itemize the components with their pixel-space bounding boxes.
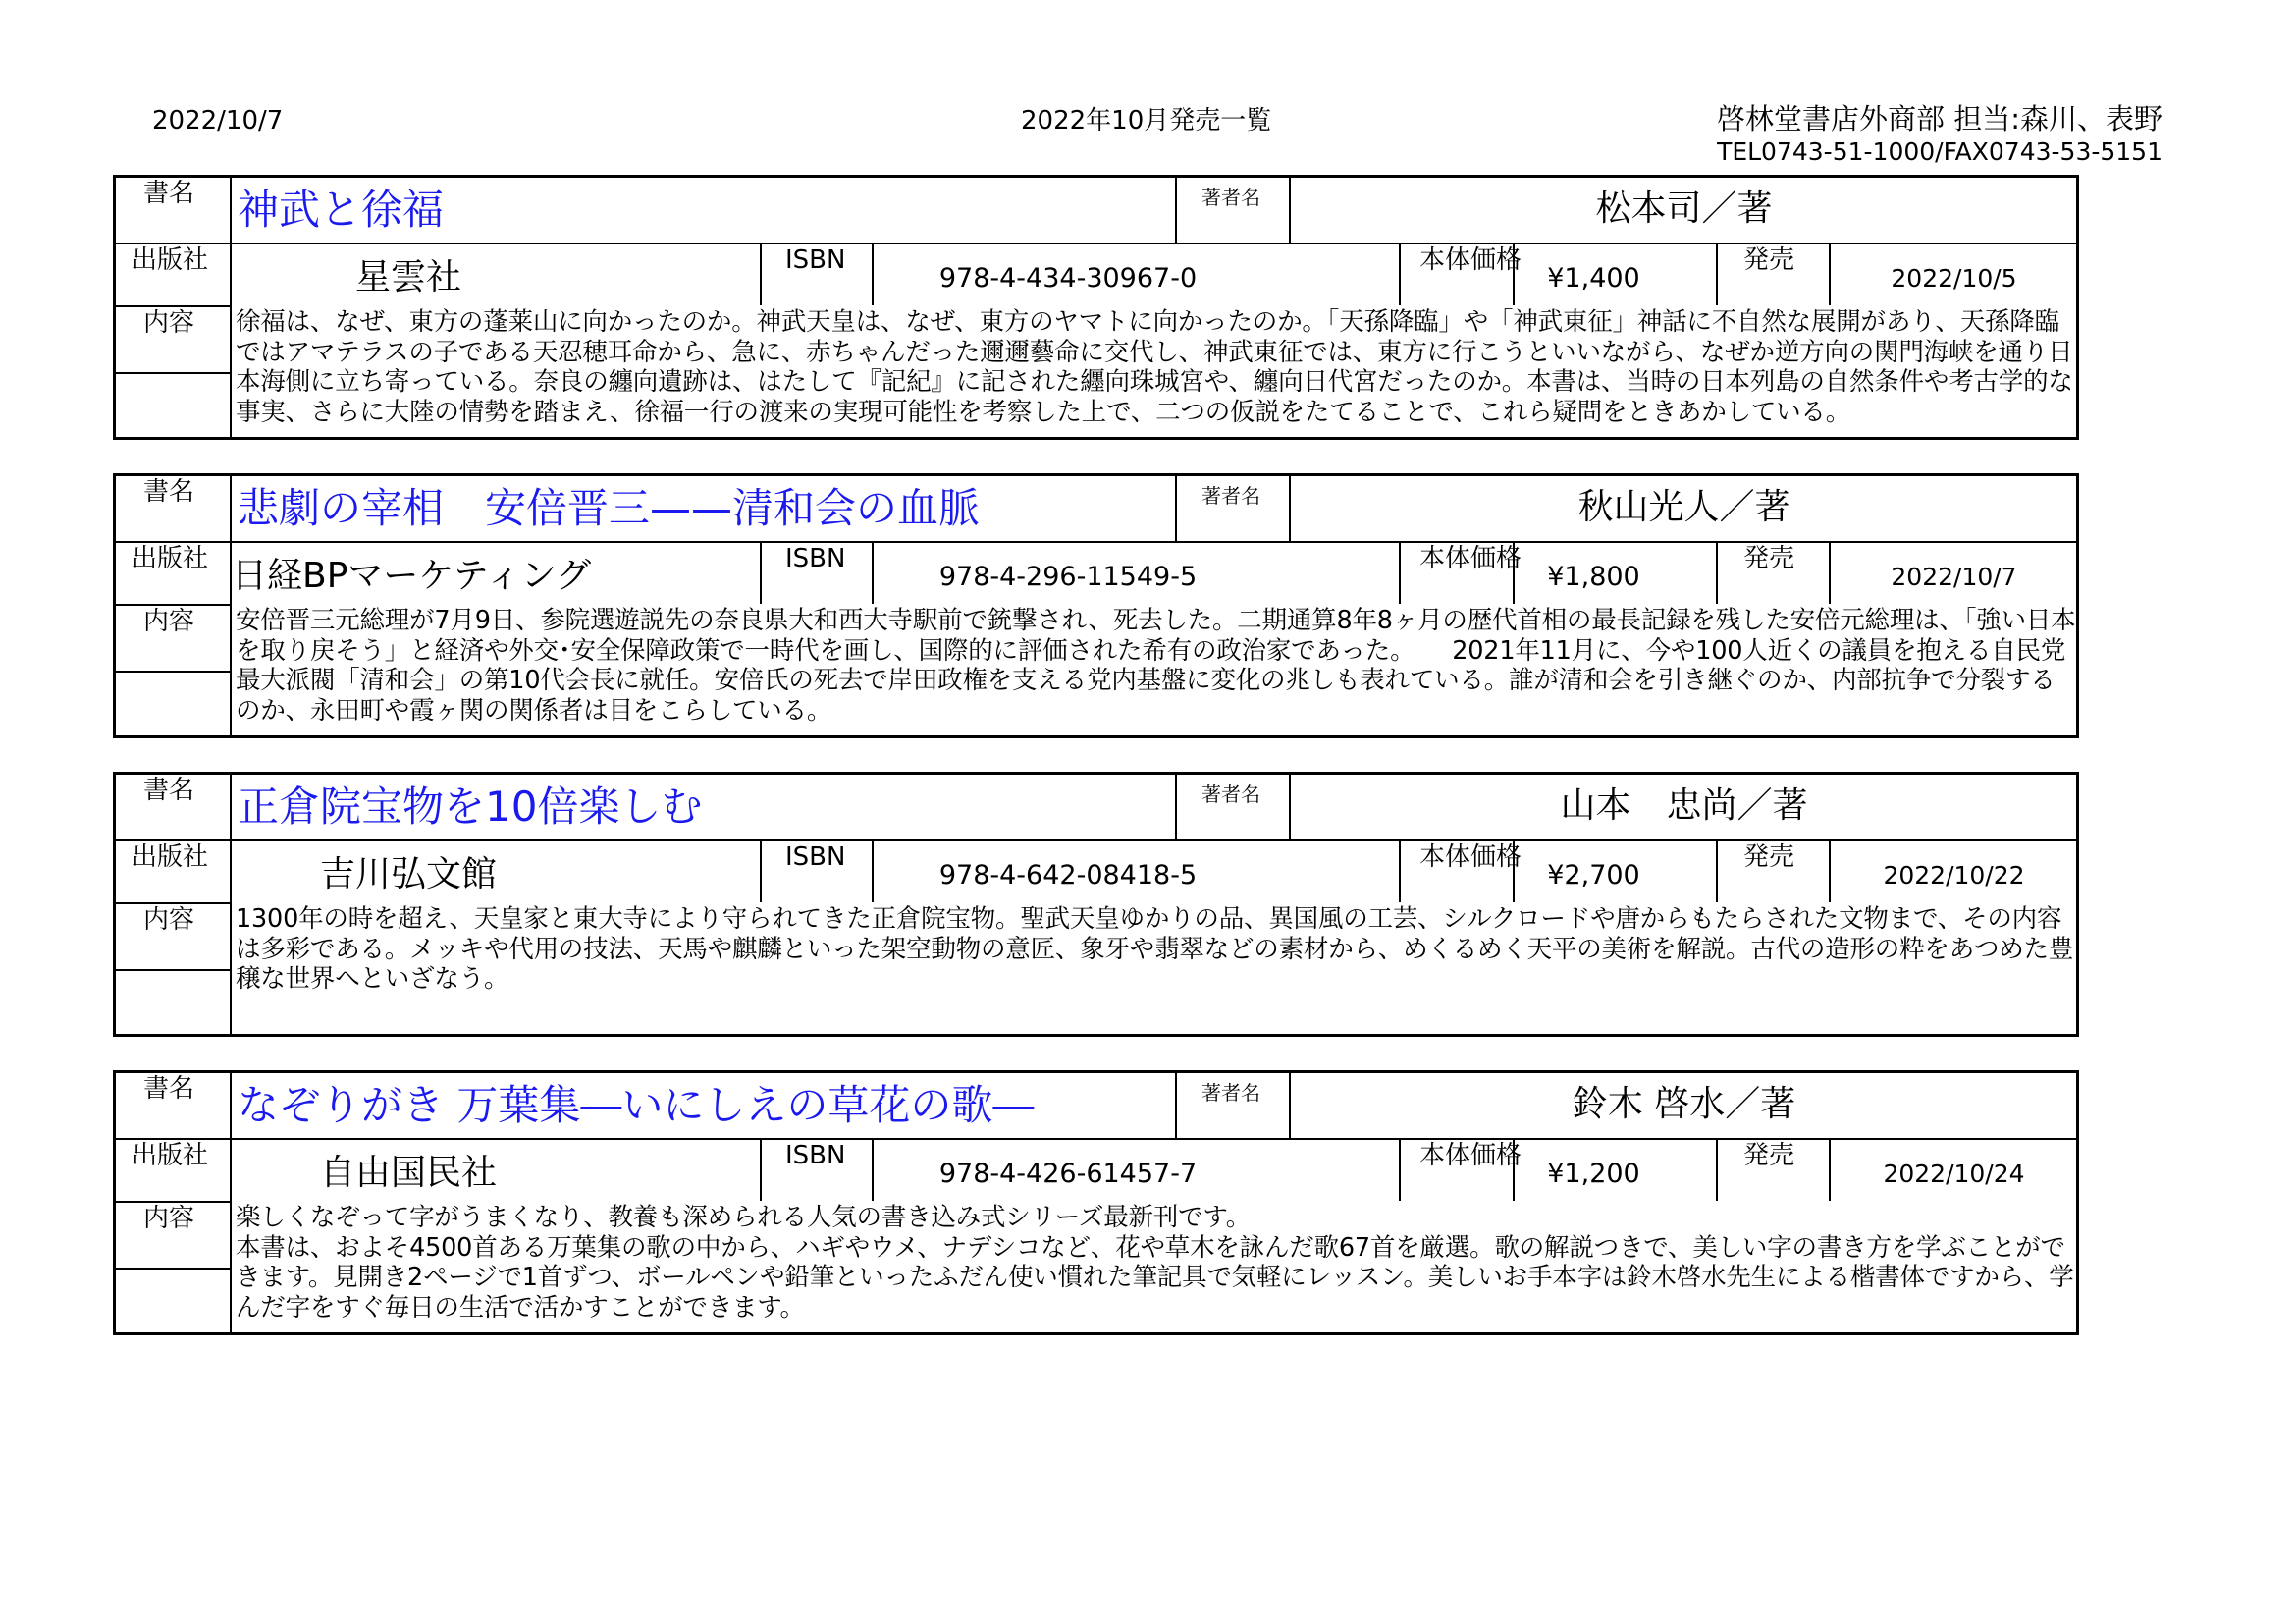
release-label: 発売 — [1743, 245, 1795, 275]
book-author: 秋山光人／著 — [1577, 487, 1790, 527]
release-label: 発売 — [1743, 1141, 1795, 1170]
book-publisher: 自由国民社 — [319, 1153, 497, 1193]
isbn-label: ISBN — [785, 544, 846, 573]
book-description: 楽しくなぞって字がうまくなり、教養も深められる人気の書き込み式シリーズ最新刊です。 本書は、およそ4500首ある万葉集の歌の中から、ハギやウメ、ナデシコなど、花や草木を詠んだ歌67首を厳選。歌の解説つきで、美しい字の書き方を学ぶことができます。見開き2ページで1首ずつ、ボールペンや鉛筆といったふだん使い慣れた筆記具で気軽にレッスン。美しいお手本字は鈴木啓水先生による楷書体ですから、学んだ字をすぐ毎日の生活で活かすことができます。 — [236, 1203, 2074, 1323]
publisher-label: 出版社 — [132, 842, 209, 872]
book-name-label: 書名 — [143, 776, 195, 805]
book-name-label: 書名 — [143, 1074, 195, 1104]
publisher-label: 出版社 — [132, 544, 209, 573]
author-label: 著者名 — [1201, 484, 1260, 508]
price-label: 本体価格 — [1419, 1141, 1522, 1170]
book-title: 悲劇の宰相 安倍晋三——清和会の血脈 — [238, 484, 981, 532]
book-author: 山本 忠尚／著 — [1560, 785, 1808, 826]
book-price: ¥2,700 — [1547, 860, 1640, 891]
book-release-date: 2022/10/5 — [1891, 264, 2017, 293]
book-price: ¥1,200 — [1547, 1159, 1640, 1189]
content-label: 内容 — [143, 607, 195, 636]
book-description: 1300年の時を超え、天皇家と東大寺により守られてきた正倉院宝物。聖武天皇ゆかりの品、異国風の工芸、シルクロードや唐からもたらされた文物まで、その内容は多彩である。メッキや代用の技法、天馬や麒麟といった架空動物の意匠、象牙や翡翠などの素材から、めくるめく天平の美術を解説。古代の造形の粋をあつめた豊穣な世界へといざなう。 — [236, 904, 2074, 994]
book-release-date: 2022/10/7 — [1891, 563, 2017, 591]
isbn-label: ISBN — [785, 245, 846, 275]
report-date: 2022/10/7 — [152, 106, 284, 135]
book-card — [113, 175, 2079, 440]
book-price: ¥1,400 — [1547, 263, 1640, 294]
book-description: 安倍晋三元総理が7月9日、参院選遊説先の奈良県大和西大寺駅前で銃撃され、死去した。二期通算8年8ヶ月の歴代首相の最長記録を残した安倍元総理は、「強い日本を取り戻そう」と経済や外交･安全保障政策で一時代を画し、国際的に評価された希有の政治家であった。 2021年11月に、今や100人近くの議員を抱える自民党最大派閥「清和会」の第10代会長に就任。安倍氏の死去で岸田政権を支える党内基盤に変化の兆しも表れている。誰が清和会を引き継ぐのか、内部抗争で分裂するのか、永田町や霞ヶ関の関係者は目をこらしている。 — [236, 606, 2076, 726]
content-label: 内容 — [143, 308, 195, 338]
author-label: 著者名 — [1201, 186, 1260, 209]
author-label: 著者名 — [1201, 1081, 1260, 1105]
release-label: 発売 — [1743, 544, 1795, 573]
book-name-label: 書名 — [143, 179, 195, 208]
book-isbn: 978-4-426-61457-7 — [938, 1159, 1198, 1189]
book-isbn: 978-4-296-11549-5 — [938, 562, 1198, 592]
price-label: 本体価格 — [1419, 245, 1522, 275]
content-label: 内容 — [143, 1204, 195, 1233]
book-card — [113, 473, 2079, 738]
book-name-label: 書名 — [143, 477, 195, 507]
store-contact: TEL0743-51-1000/FAX0743-53-5151 — [1717, 137, 2163, 166]
store-name: 啓林堂書店外商部 担当:森川、表野 — [1717, 102, 2163, 135]
book-publisher: 吉川弘文館 — [319, 854, 497, 894]
book-author: 鈴木 啓水／著 — [1572, 1084, 1796, 1124]
book-description: 徐福は、なぜ、東方の蓬莱山に向かったのか。神武天皇は、なぜ、東方のヤマトに向かったのか。「天孫降臨」や「神武東征」神話に不自然な展開があり、天孫降臨ではアマテラスの子である天忍穂耳命から、急に、赤ちゃんだった邇邇藝命に交代し、神武東征では、東方に行こうといいながら、なぜか逆方向の関門海峡を通り日本海側に立ち寄っている。奈良の纏向遺跡は、はたして『記紀』に記された纒向珠城宮や、纏向日代宮だったのか。本書は、当時の日本列島の自然条件や考古学的な事実、さらに大陸の情勢を踏まえ、徐福一行の渡来の実現可能性を考察した上で、二つの仮説をたてることで、これら疑問をときあかしている。 — [236, 307, 2073, 427]
book-isbn: 978-4-642-08418-5 — [938, 860, 1198, 891]
book-release-date: 2022/10/22 — [1883, 861, 2025, 890]
book-release-date: 2022/10/24 — [1883, 1160, 2025, 1188]
book-publisher: 星雲社 — [354, 257, 461, 298]
book-publisher: 日経BPマーケティング — [232, 556, 592, 596]
book-title: 神武と徐福 — [238, 186, 445, 234]
price-label: 本体価格 — [1419, 842, 1522, 872]
isbn-label: ISBN — [785, 842, 846, 872]
book-card — [113, 772, 2079, 1037]
publisher-label: 出版社 — [132, 1141, 209, 1170]
book-card — [113, 1070, 2079, 1335]
book-price: ¥1,800 — [1547, 562, 1640, 592]
isbn-label: ISBN — [785, 1141, 846, 1170]
book-author: 松本司／著 — [1595, 189, 1773, 229]
price-label: 本体価格 — [1419, 544, 1522, 573]
publisher-label: 出版社 — [132, 245, 209, 275]
release-label: 発売 — [1743, 842, 1795, 872]
book-isbn: 978-4-434-30967-0 — [938, 263, 1198, 294]
store-info — [1717, 102, 2163, 169]
author-label: 著者名 — [1201, 783, 1260, 806]
book-title: なぞりがき 万葉集―いにしえの草花の歌― — [238, 1081, 1035, 1129]
content-label: 内容 — [143, 905, 195, 935]
book-title: 正倉院宝物を10倍楽しむ — [238, 783, 703, 831]
report-title: 2022年10月発売一覧 — [1021, 106, 1272, 135]
